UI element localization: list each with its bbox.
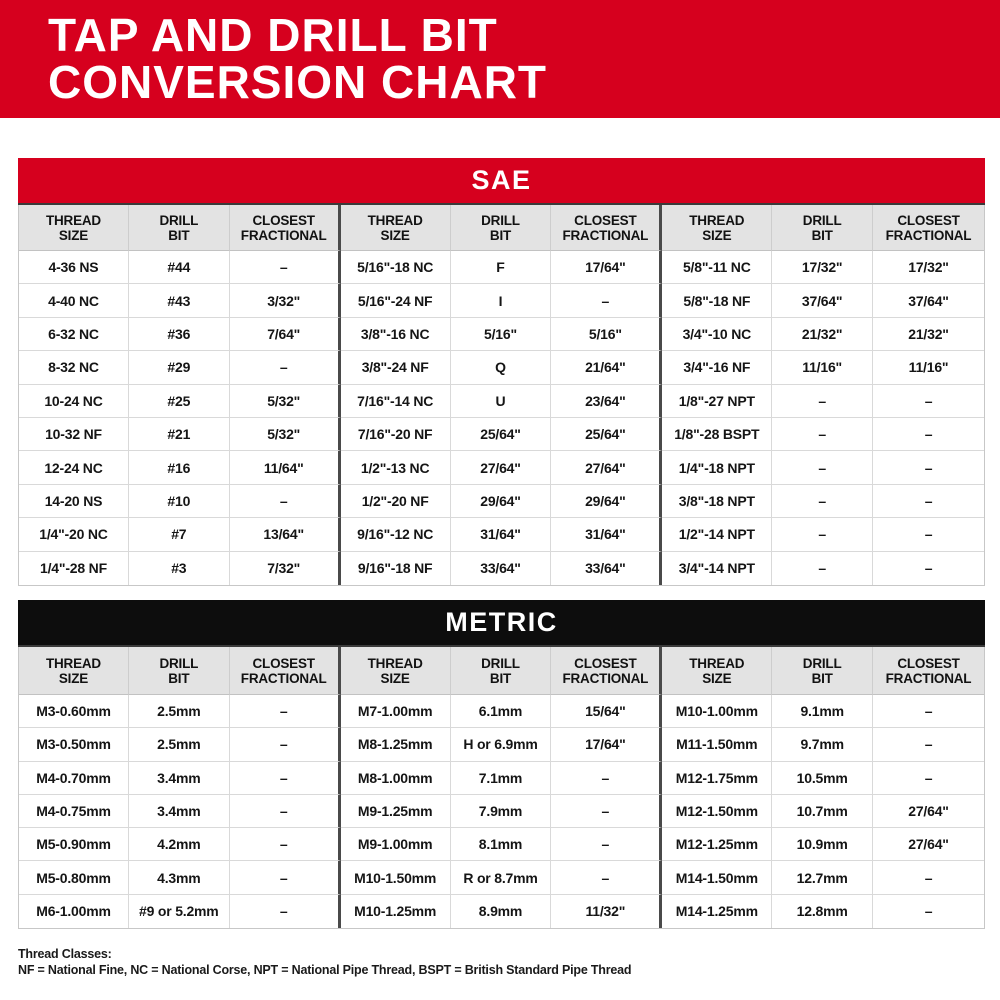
table-cell: 9/16"-12 NC <box>341 518 451 551</box>
table-cell: 1/4"-20 NC <box>19 518 129 551</box>
table-cell: 5/32" <box>230 385 341 418</box>
table-cell: 14-20 NS <box>19 485 129 518</box>
table-cell: M3-0.50mm <box>19 728 129 761</box>
table-cell: 5/8"-11 NC <box>662 251 772 284</box>
table-cell: 7/64" <box>230 318 341 351</box>
footnote <box>18 946 631 978</box>
table-cell: 12-24 NC <box>19 451 129 484</box>
table-cell: – <box>873 385 984 418</box>
table-cell: 4.2mm <box>129 828 230 861</box>
column-header: DRILL BIT <box>451 647 552 695</box>
table-cell: 31/64" <box>451 518 552 551</box>
table-cell: 2.5mm <box>129 695 230 728</box>
table-cell: M8-1.00mm <box>341 762 451 795</box>
table-cell: 27/64" <box>451 451 552 484</box>
table-cell: 10.5mm <box>772 762 873 795</box>
table-cell: 6.1mm <box>451 695 552 728</box>
table-cell: 11/16" <box>873 351 984 384</box>
table-cell: 9/16"-18 NF <box>341 552 451 585</box>
table-cell: – <box>873 518 984 551</box>
table-cell: 8.9mm <box>451 895 552 928</box>
table-cell: 7.9mm <box>451 795 552 828</box>
table-cell: – <box>772 385 873 418</box>
table-cell: M14-1.25mm <box>662 895 772 928</box>
column-header: DRILL BIT <box>129 205 230 251</box>
page-title-line1: TAP AND DRILL BIT <box>48 9 498 61</box>
column-header: DRILL BIT <box>772 647 873 695</box>
table-cell: 11/16" <box>772 351 873 384</box>
table-cell: 5/16"-18 NC <box>341 251 451 284</box>
table-cell: – <box>551 284 662 317</box>
table-cell: 4-36 NS <box>19 251 129 284</box>
table-cell: 1/4"-18 NPT <box>662 451 772 484</box>
table-cell: 4-40 NC <box>19 284 129 317</box>
table-cell: – <box>772 485 873 518</box>
column-header: THREAD SIZE <box>341 647 451 695</box>
table-cell: 17/32" <box>772 251 873 284</box>
table-cell: – <box>873 552 984 585</box>
table-cell: U <box>451 385 552 418</box>
table-cell: 1/8"-28 BSPT <box>662 418 772 451</box>
table-cell: 33/64" <box>451 552 552 585</box>
table-cell: R or 8.7mm <box>451 861 552 894</box>
table-cell: 3/32" <box>230 284 341 317</box>
table-cell: 31/64" <box>551 518 662 551</box>
column-header: THREAD SIZE <box>19 205 129 251</box>
column-header: THREAD SIZE <box>662 647 772 695</box>
table-cell: 5/16" <box>451 318 552 351</box>
table-cell: #43 <box>129 284 230 317</box>
table-cell: – <box>873 451 984 484</box>
table-cell: 10-32 NF <box>19 418 129 451</box>
page-title <box>0 9 548 108</box>
table-cell: #21 <box>129 418 230 451</box>
table-cell: 12.8mm <box>772 895 873 928</box>
table-cell: – <box>230 485 341 518</box>
column-header: CLOSEST FRACTIONAL <box>230 647 341 695</box>
table-cell: 21/32" <box>772 318 873 351</box>
table-cell: M6-1.00mm <box>19 895 129 928</box>
table-cell: H or 6.9mm <box>451 728 552 761</box>
table-cell: 7/16"-14 NC <box>341 385 451 418</box>
title-banner <box>0 0 1000 118</box>
table-cell: 11/64" <box>230 451 341 484</box>
table-cell: 3/4"-10 NC <box>662 318 772 351</box>
table-cell: 21/64" <box>551 351 662 384</box>
table-cell: – <box>551 762 662 795</box>
table-cell: 1/8"-27 NPT <box>662 385 772 418</box>
table-cell: M12-1.75mm <box>662 762 772 795</box>
table-cell: 21/32" <box>873 318 984 351</box>
table-cell: 1/4"-28 NF <box>19 552 129 585</box>
table-cell: M11-1.50mm <box>662 728 772 761</box>
table-cell: 3/4"-14 NPT <box>662 552 772 585</box>
footnote-text: NF = National Fine, NC = National Corse, NPT = National Pipe Thread, BSPT = British Standard Pipe Thread <box>18 963 632 977</box>
table-cell: 10-24 NC <box>19 385 129 418</box>
table-cell: – <box>230 795 341 828</box>
table-cell: 33/64" <box>551 552 662 585</box>
table-cell: 3/8"-24 NF <box>341 351 451 384</box>
sae-section-bar <box>18 158 985 205</box>
table-cell: 7/16"-20 NF <box>341 418 451 451</box>
table-cell: 7.1mm <box>451 762 552 795</box>
table-cell: Q <box>451 351 552 384</box>
metric-section-bar <box>18 600 985 647</box>
column-header: THREAD SIZE <box>19 647 129 695</box>
column-header: THREAD SIZE <box>341 205 451 251</box>
table-cell: #16 <box>129 451 230 484</box>
table-cell: #36 <box>129 318 230 351</box>
table-cell: 25/64" <box>551 418 662 451</box>
table-cell: #25 <box>129 385 230 418</box>
table-cell: – <box>230 762 341 795</box>
table-cell: 5/16" <box>551 318 662 351</box>
table-cell: #3 <box>129 552 230 585</box>
sae-section-title: SAE <box>471 165 532 195</box>
table-cell: F <box>451 251 552 284</box>
table-cell: 27/64" <box>873 795 984 828</box>
column-header: CLOSEST FRACTIONAL <box>230 205 341 251</box>
table-cell: 27/64" <box>873 828 984 861</box>
table-cell: – <box>873 762 984 795</box>
table-cell: #7 <box>129 518 230 551</box>
table-cell: I <box>451 284 552 317</box>
table-cell: 5/16"-24 NF <box>341 284 451 317</box>
table-cell: #44 <box>129 251 230 284</box>
table-cell: – <box>230 351 341 384</box>
metric-grid <box>18 647 985 929</box>
table-cell: M10-1.25mm <box>341 895 451 928</box>
table-cell: 12.7mm <box>772 861 873 894</box>
table-cell: – <box>230 728 341 761</box>
table-cell: – <box>873 861 984 894</box>
table-cell: – <box>230 861 341 894</box>
table-cell: M7-1.00mm <box>341 695 451 728</box>
table-cell: 25/64" <box>451 418 552 451</box>
table-cell: 37/64" <box>772 284 873 317</box>
column-header: DRILL BIT <box>451 205 552 251</box>
table-cell: M4-0.70mm <box>19 762 129 795</box>
table-cell: 29/64" <box>551 485 662 518</box>
table-cell: 17/32" <box>873 251 984 284</box>
table-cell: 5/8"-18 NF <box>662 284 772 317</box>
table-cell: – <box>873 485 984 518</box>
table-cell: 7/32" <box>230 552 341 585</box>
table-cell: 17/64" <box>551 251 662 284</box>
column-header: CLOSEST FRACTIONAL <box>873 647 984 695</box>
table-cell: 13/64" <box>230 518 341 551</box>
table-cell: – <box>551 828 662 861</box>
column-header: DRILL BIT <box>772 205 873 251</box>
table-cell: #9 or 5.2mm <box>129 895 230 928</box>
table-cell: 17/64" <box>551 728 662 761</box>
metric-section-title: METRIC <box>445 607 558 637</box>
table-cell: #10 <box>129 485 230 518</box>
table-cell: 1/2"-14 NPT <box>662 518 772 551</box>
column-header: CLOSEST FRACTIONAL <box>551 205 662 251</box>
table-cell: M4-0.75mm <box>19 795 129 828</box>
table-cell: 3.4mm <box>129 762 230 795</box>
table-cell: 5/32" <box>230 418 341 451</box>
table-cell: – <box>772 451 873 484</box>
table-cell: M3-0.60mm <box>19 695 129 728</box>
table-cell: 4.3mm <box>129 861 230 894</box>
table-cell: M14-1.50mm <box>662 861 772 894</box>
table-cell: 3/4"-16 NF <box>662 351 772 384</box>
table-cell: 11/32" <box>551 895 662 928</box>
table-cell: 29/64" <box>451 485 552 518</box>
table-cell: M5-0.80mm <box>19 861 129 894</box>
table-cell: 10.7mm <box>772 795 873 828</box>
table-cell: – <box>772 552 873 585</box>
table-cell: – <box>873 728 984 761</box>
table-cell: 8.1mm <box>451 828 552 861</box>
sae-grid <box>18 205 985 586</box>
table-cell: M9-1.25mm <box>341 795 451 828</box>
sae-table <box>18 158 985 586</box>
table-cell: – <box>873 418 984 451</box>
table-cell: – <box>873 695 984 728</box>
column-header: DRILL BIT <box>129 647 230 695</box>
table-cell: #29 <box>129 351 230 384</box>
metric-table <box>18 600 985 929</box>
table-cell: 3/8"-18 NPT <box>662 485 772 518</box>
table-cell: 1/2"-13 NC <box>341 451 451 484</box>
table-cell: M9-1.00mm <box>341 828 451 861</box>
table-cell: 23/64" <box>551 385 662 418</box>
column-header: CLOSEST FRACTIONAL <box>873 205 984 251</box>
table-cell: 6-32 NC <box>19 318 129 351</box>
table-cell: M5-0.90mm <box>19 828 129 861</box>
table-cell: – <box>551 795 662 828</box>
table-cell: – <box>230 828 341 861</box>
table-cell: 9.7mm <box>772 728 873 761</box>
table-cell: 27/64" <box>551 451 662 484</box>
table-cell: M10-1.50mm <box>341 861 451 894</box>
table-cell: 8-32 NC <box>19 351 129 384</box>
footnote-heading: Thread Classes: <box>18 947 112 961</box>
table-cell: 3.4mm <box>129 795 230 828</box>
table-cell: 2.5mm <box>129 728 230 761</box>
table-cell: 15/64" <box>551 695 662 728</box>
table-cell: M12-1.50mm <box>662 795 772 828</box>
table-cell: 3/8"-16 NC <box>341 318 451 351</box>
table-cell: – <box>772 518 873 551</box>
table-cell: – <box>230 695 341 728</box>
table-cell: – <box>873 895 984 928</box>
table-cell: – <box>230 251 341 284</box>
table-cell: – <box>230 895 341 928</box>
table-cell: M10-1.00mm <box>662 695 772 728</box>
table-cell: – <box>551 861 662 894</box>
table-cell: 1/2"-20 NF <box>341 485 451 518</box>
column-header: CLOSEST FRACTIONAL <box>551 647 662 695</box>
table-cell: M8-1.25mm <box>341 728 451 761</box>
column-header: THREAD SIZE <box>662 205 772 251</box>
table-cell: 9.1mm <box>772 695 873 728</box>
table-cell: 10.9mm <box>772 828 873 861</box>
table-cell: M12-1.25mm <box>662 828 772 861</box>
page-title-line2: CONVERSION CHART <box>48 56 548 108</box>
table-cell: 37/64" <box>873 284 984 317</box>
table-cell: – <box>772 418 873 451</box>
